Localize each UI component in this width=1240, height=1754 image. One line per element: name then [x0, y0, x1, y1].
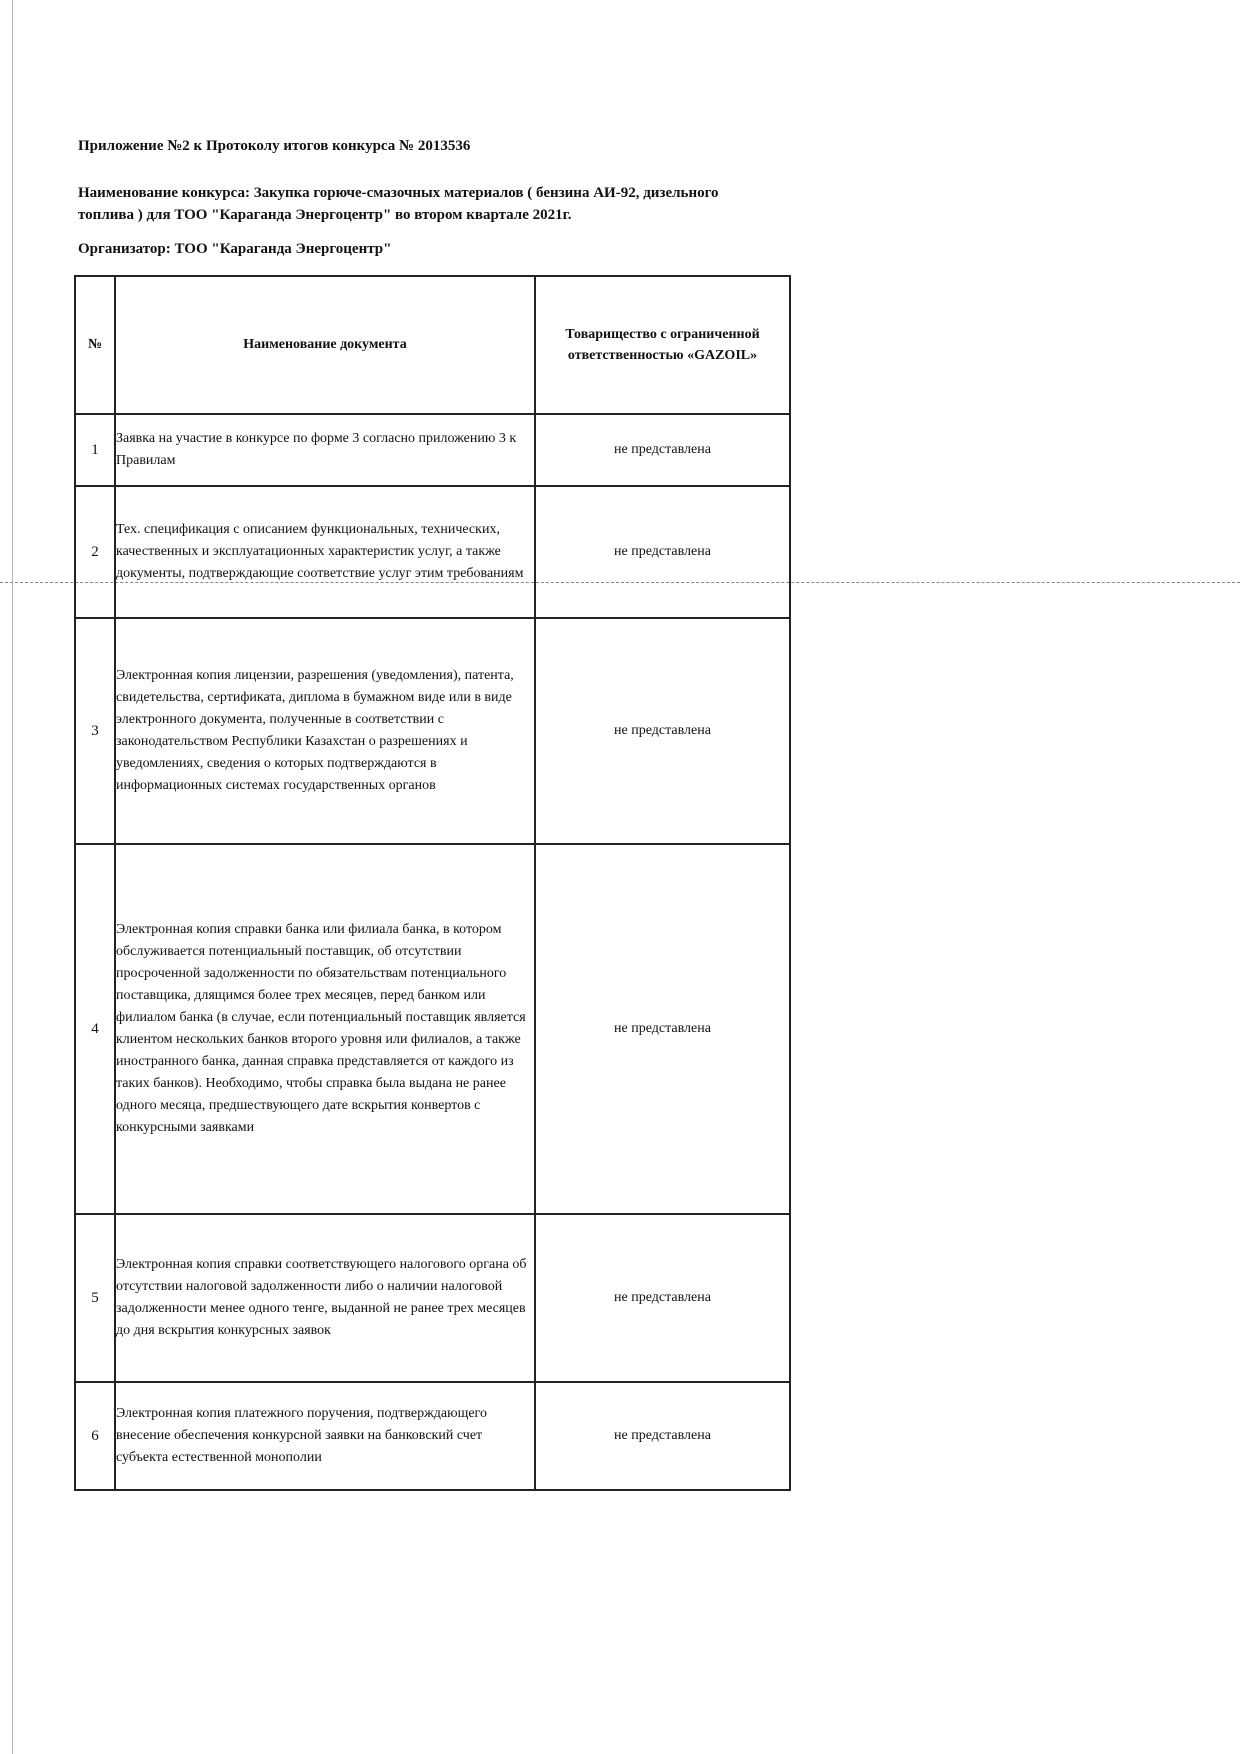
table-row — [75, 1382, 790, 1490]
table-row — [75, 618, 790, 844]
document-status: не представлена — [535, 618, 790, 844]
contest-name: Наименование конкурса: Закупка горюче-смазочных материалов ( бензина АИ-92, дизельного топлива ) для ТОО "Караганда Энергоцентр" во втором квартале 2021г. — [78, 185, 719, 223]
document-name: Тех. спецификация с описанием функциональных, технических, качественных и эксплуатационных характеристик услуг, а также документы, подтверждающие соответствие услуг этим требованиям — [115, 486, 535, 618]
row-number: 6 — [75, 1382, 115, 1490]
row-number: 5 — [75, 1214, 115, 1382]
document-status: не представлена — [535, 486, 790, 618]
document-status: не представлена — [535, 1214, 790, 1382]
organizer: Организатор: ТОО "Караганда Энергоцентр" — [78, 241, 392, 257]
documents-table — [74, 275, 791, 1491]
row-number: 1 — [75, 414, 115, 486]
table-row — [75, 414, 790, 486]
document-status: не представлена — [535, 414, 790, 486]
table-header-row — [75, 276, 790, 414]
column-header-doc-name: Наименование документа — [115, 276, 535, 414]
document-status: не представлена — [535, 844, 790, 1214]
row-number: 2 — [75, 486, 115, 618]
document-name: Электронная копия справки соответствующего налогового органа об отсутствии налоговой задолженности либо о наличии налоговой задолженности менее одного тенге, выданной не ранее трех месяцев до дня вскрытия конкурсных заявок — [115, 1214, 535, 1382]
document-name: Заявка на участие в конкурсе по форме 3 согласно приложению 3 к Правилам — [115, 414, 535, 486]
scan-artifact-left-edge — [12, 0, 13, 1754]
row-number: 3 — [75, 618, 115, 844]
table-row — [75, 844, 790, 1214]
table-row — [75, 486, 790, 618]
document-name: Электронная копия платежного поручения, подтверждающего внесение обеспечения конкурсной заявки на банковский счет субъекта естественной монополии — [115, 1382, 535, 1490]
appendix-title: Приложение №2 к Протоколу итогов конкурса № 2013536 — [78, 138, 471, 154]
table-row — [75, 1214, 790, 1382]
column-header-num: № — [75, 276, 115, 414]
row-number: 4 — [75, 844, 115, 1214]
column-header-participant: Товарищество с ограниченной ответственностью «GAZOIL» — [535, 276, 790, 414]
document-status: не представлена — [535, 1382, 790, 1490]
document-name: Электронная копия справки банка или филиала банка, в котором обслуживается потенциальный поставщик, об отсутствии просроченной задолженности по обязательствам потенциального поставщика, длящимся более трех месяцев, перед банком или филиалом банка (в случае, если потенциальный поставщик является клиентом нескольких банков второго уровня или филиалов, а также иностранного банка, данная справка представляется от каждого из таких банков). Необходимо, чтобы справка была выдана не ранее одного месяца, предшествующего дате вскрытия конвертов с конкурсными заявками — [115, 844, 535, 1214]
document-name: Электронная копия лицензии, разрешения (уведомления), патента, свидетельства, сертификата, диплома в бумажном виде или в виде электронного документа, полученные в соответствии с законодательством Республики Казахстан о разрешениях и уведомлениях, сведения о которых подтверждаются в информационных системах государственных органов — [115, 618, 535, 844]
